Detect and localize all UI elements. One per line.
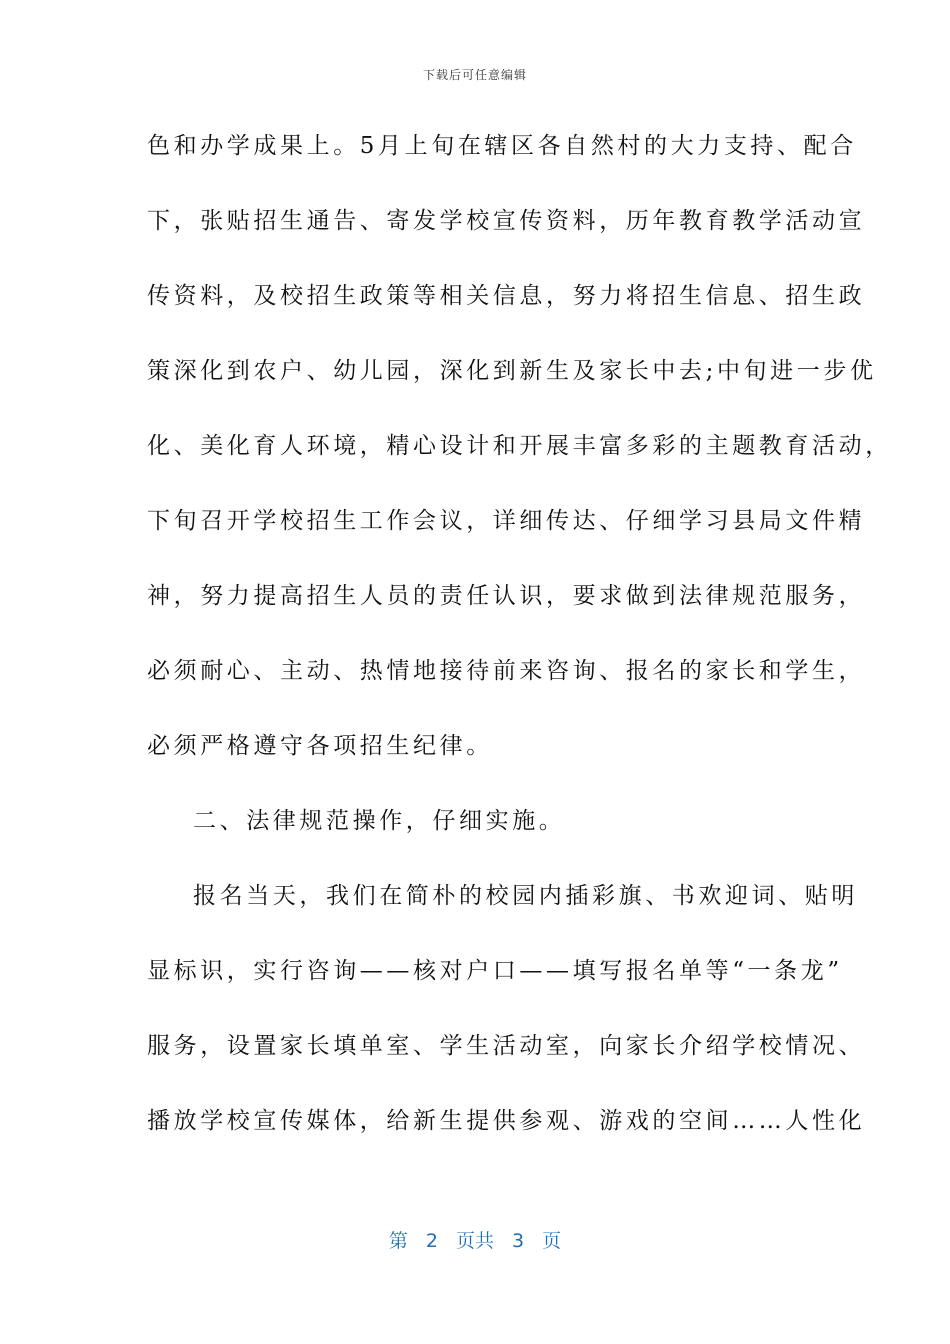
footer-label-total: 页共 bbox=[455, 1230, 494, 1252]
page-footer bbox=[0, 1226, 950, 1253]
text-line: 显标识，实行咨询——核对户口——填写报名单等“一条龙” bbox=[147, 958, 843, 984]
text-line: 色和办学成果上。5月上旬在辖区各自然村的大力支持、配合 bbox=[147, 133, 857, 159]
text-line: 播放学校宣传媒体，给新生提供参观、游戏的空间……人性化 bbox=[147, 1108, 866, 1134]
footer-current-page: 2 bbox=[425, 1230, 438, 1252]
text-line: 服务，设置家长填单室、学生活动室，向家长介绍学校情况、 bbox=[147, 1033, 866, 1059]
section-heading: 二、法律规范操作，仔细实施。 bbox=[193, 808, 566, 834]
text-line: 必须耐心、主动、热情地接待前来咨询、报名的家长和学生， bbox=[147, 658, 866, 684]
text-line: 化、美化育人环境，精心设计和开展丰富多彩的主题教育活动， bbox=[147, 433, 892, 459]
page-header: 下载后可任意编辑 bbox=[422, 68, 527, 82]
text-line: 传资料，及校招生政策等相关信息，努力将招生信息、招生政 bbox=[147, 283, 866, 309]
footer-label-page: 第 bbox=[388, 1230, 408, 1252]
text-line: 下，张贴招生通告、寄发学校宣传资料，历年教育教学活动宣 bbox=[147, 208, 866, 234]
text-line: 神，努力提高招生人员的责任认识，要求做到法律规范服务， bbox=[147, 583, 866, 609]
text-line: 必须严格遵守各项招生纪律。 bbox=[147, 733, 493, 759]
document-body bbox=[147, 124, 892, 1174]
paragraph-first-line: 报名当天，我们在简朴的校园内插彩旗、书欢迎词、贴明 bbox=[193, 883, 858, 909]
footer-label-end: 页 bbox=[542, 1230, 562, 1252]
text-line: 策深化到农户、幼儿园，深化到新生及家长中去;中旬进一步优 bbox=[147, 358, 877, 384]
text-line: 下旬召开学校招生工作会议，详细传达、仔细学习县局文件精 bbox=[147, 508, 866, 534]
footer-total-pages: 3 bbox=[512, 1230, 525, 1252]
